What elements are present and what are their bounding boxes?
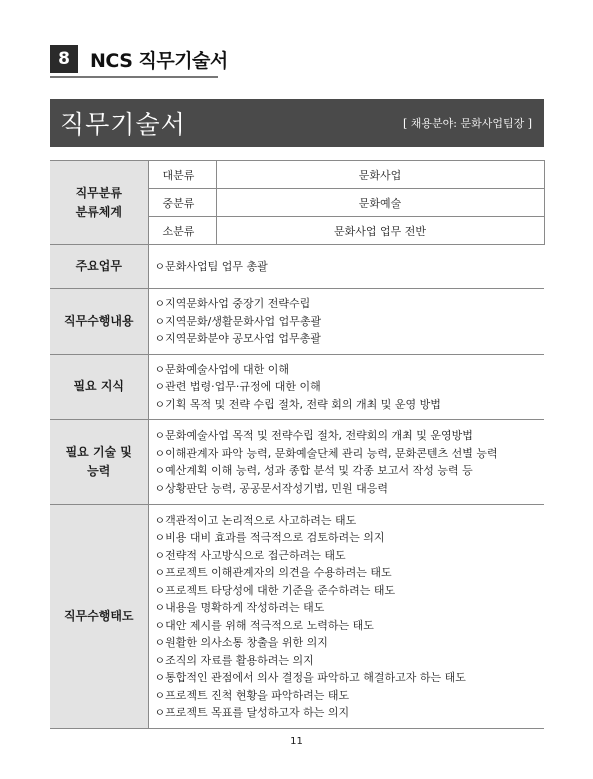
skills-label xyxy=(50,420,148,505)
knowledge-list xyxy=(148,354,544,420)
minor-category-name: 소분류 xyxy=(148,217,216,245)
attitude-item: ㅇ프로젝트 진척 현황을 파악하려는 태도 xyxy=(154,688,350,702)
knowledge-label: 필요 지식 xyxy=(50,354,148,420)
attitude-item: ㅇ프로젝트 이해관계자의 의견을 수용하려는 태도 xyxy=(154,566,392,579)
knowledge-item: ㅇ관련 법령·업무·규정에 대한 이해 xyxy=(154,380,321,393)
classification-label-line2: 분류체계 xyxy=(75,204,122,219)
middle-category-value: 문화예술 xyxy=(216,189,544,217)
attitude-item: ㅇ대안 제시를 위해 적극적으로 노력하는 태도 xyxy=(154,618,374,632)
duty-content-row xyxy=(50,289,544,355)
attitude-label: 직무수행태도 xyxy=(50,505,148,729)
middle-category-name: 중분류 xyxy=(148,189,216,217)
main-duty-row xyxy=(50,245,544,289)
title-banner xyxy=(50,99,544,147)
duty-content-item: ㅇ지역문화/생활문화사업 업무총괄 xyxy=(154,314,322,328)
skills-label-line2: 능력 xyxy=(87,464,111,478)
section-underline xyxy=(50,76,218,78)
skills-row xyxy=(50,420,544,505)
classification-label-line1: 직무분류 xyxy=(75,185,122,200)
main-duty-label: 주요업무 xyxy=(50,245,148,289)
duty-content-list xyxy=(148,289,544,355)
job-description-table xyxy=(50,160,545,729)
attitude-item: ㅇ전략적 사고방식으로 접근하려는 태도 xyxy=(154,548,346,562)
attitude-item: ㅇ조직의 자료를 활용하려는 의지 xyxy=(154,653,314,667)
attitude-item: ㅇ원활한 의사소통 창출을 위한 의지 xyxy=(154,636,328,649)
classification-row xyxy=(50,161,544,189)
skills-label-line1: 필요 기술 및 xyxy=(65,445,132,459)
main-duty-content xyxy=(148,245,544,289)
skills-item: ㅇ문화예술사업 목적 및 전략수립 절차, 전략회의 개최 및 운영방법 xyxy=(154,429,473,442)
duty-content-item: ㅇ지역문화사업 중장기 전략수립 xyxy=(154,297,311,310)
main-duty-item: ㅇ문화사업팀 업무 총괄 xyxy=(154,259,268,273)
banner-title: 직무기술서 xyxy=(60,110,186,139)
skills-item: ㅇ예산계획 이해 능력, 성과 종합 분석 및 각종 보고서 작성 능력 등 xyxy=(154,464,473,477)
attitude-list xyxy=(148,505,544,729)
section-number: 8 xyxy=(50,45,78,73)
attitude-item: ㅇ객관적이고 논리적으로 사고하려는 태도 xyxy=(154,513,357,527)
major-category-name: 대분류 xyxy=(148,161,216,189)
attitude-item: ㅇ프로젝트 목표를 달성하고자 하는 의지 xyxy=(154,706,350,719)
section-header xyxy=(50,44,228,74)
major-category-value: 문화사업 xyxy=(216,161,544,189)
attitude-item: ㅇ비용 대비 효과를 적극적으로 검토하려는 의지 xyxy=(154,531,385,544)
knowledge-item: ㅇ기획 목적 및 전략 수립 절차, 전략 회의 개최 및 운영 방법 xyxy=(154,397,441,411)
skills-list xyxy=(148,420,544,505)
attitude-item: ㅇ통합적인 관점에서 의사 결정을 파악하고 해결하고자 하는 태도 xyxy=(154,671,466,684)
knowledge-row xyxy=(50,354,544,420)
attitude-row xyxy=(50,505,544,729)
duty-content-item: ㅇ지역문화분야 공모사업 업무총괄 xyxy=(154,332,321,345)
section-title: NCS 직무기술서 xyxy=(90,49,228,72)
page-number: 11 xyxy=(290,736,303,747)
minor-category-value: 문화사업 업무 전반 xyxy=(216,217,544,245)
classification-label xyxy=(50,161,148,245)
knowledge-item: ㅇ문화예술사업에 대한 이해 xyxy=(154,362,290,376)
skills-item: ㅇ이해관계자 파악 능력, 문화예술단체 관리 능력, 문화콘텐츠 선별 능력 xyxy=(154,446,498,460)
attitude-item: ㅇ프로젝트 타당성에 대한 기준을 준수하려는 태도 xyxy=(154,583,396,597)
duty-content-label: 직무수행내용 xyxy=(50,289,148,355)
attitude-item: ㅇ내용을 명확하게 작성하려는 태도 xyxy=(154,601,325,614)
recruit-field: [ 채용분야: 문화사업팀장 ] xyxy=(402,117,532,130)
skills-item: ㅇ상황판단 능력, 공공문서작성기법, 민원 대응력 xyxy=(154,481,388,495)
